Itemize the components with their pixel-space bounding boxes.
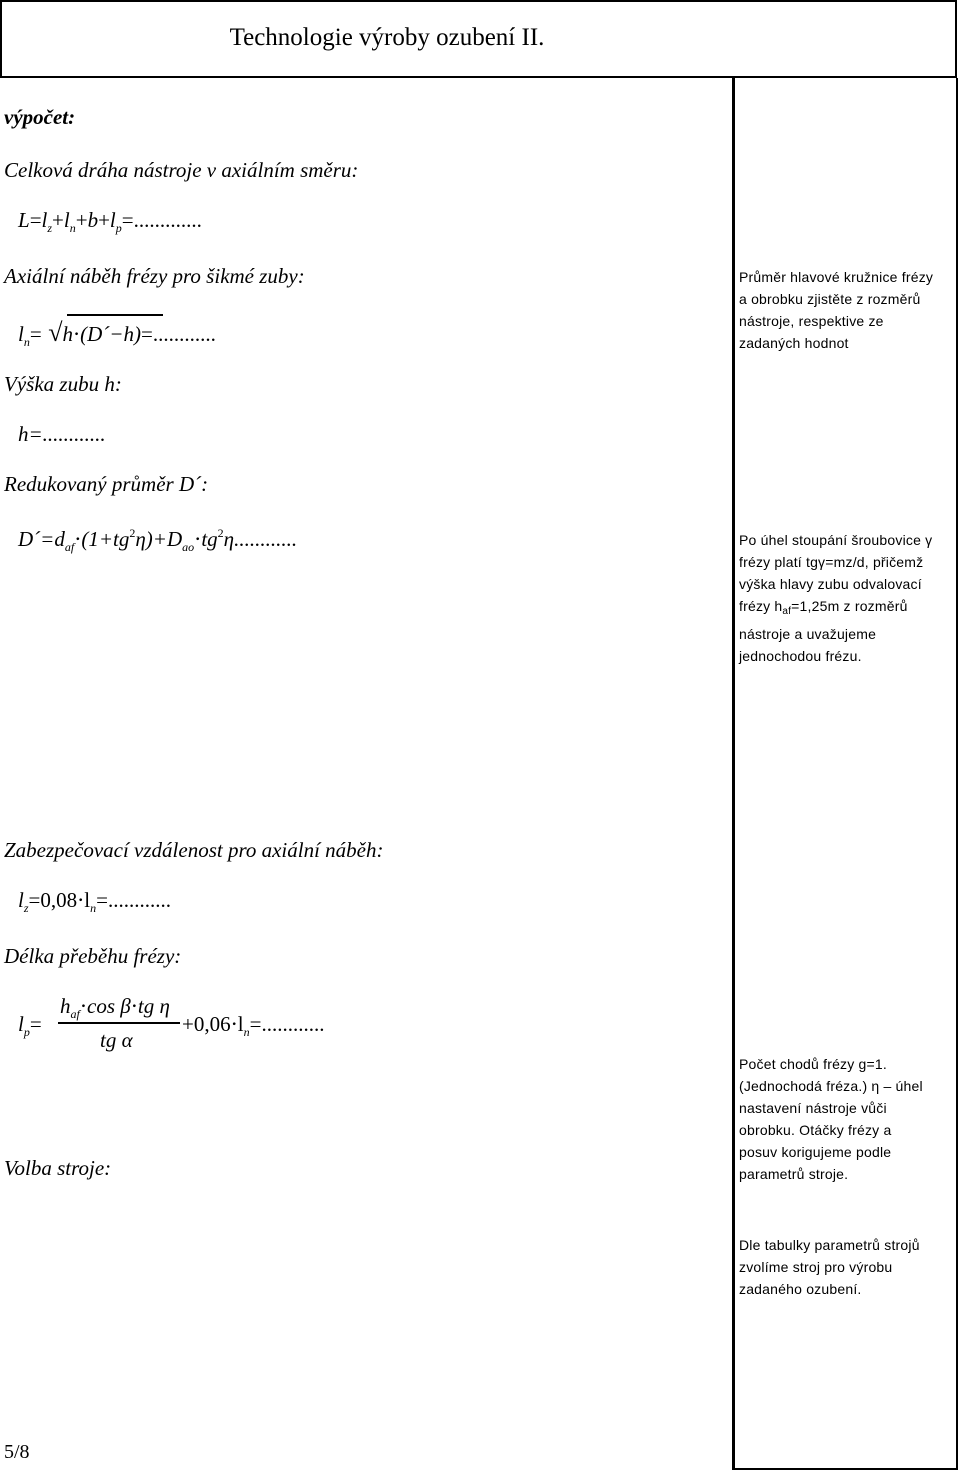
axial-approach-label: Axiální náběh frézy pro šikmé zuby: (4, 264, 305, 288)
total-path-label: Celková dráha nástroje v axiálním směru: (4, 158, 359, 182)
reduced-diameter-formula: $D´=d_{af}\cdot(1+tg^2\eta)+D_{ao}\cdot tg^2\eta$............ (18, 526, 298, 554)
safety-distance-formula: $l_z=0,08\cdot l_n=$............ (18, 888, 171, 915)
note-diameter: Průměr hlavové kružnice frézy a obrobku zjistěte z rozměrů nástroje, respektive ze zadaných hodnot (739, 269, 934, 351)
overrun-denominator: tg α (100, 1028, 133, 1052)
overrun-formula-tail: $+0,06\cdot l_n=$............ (182, 1012, 325, 1039)
page-title: Technologie výroby ozubení II. (229, 24, 545, 51)
overrun-formula-left: $l_p=$ (18, 1012, 42, 1039)
page-number: 5/8 (4, 1441, 30, 1463)
sqrt-bar (67, 314, 163, 316)
axial-approach-formula: $l_n=$ √h⋅(D´−h)=............ (18, 318, 216, 349)
fraction-bar (58, 1022, 180, 1024)
tooth-height-label: Výška zubu h: (4, 372, 122, 396)
note-machine: Dle tabulky parametrů strojů zvolíme stroj pro výrobu zadaného ozubení. (739, 1237, 920, 1297)
safety-distance-label: Zabezpečovací vzdálenost pro axiální náběh: (4, 838, 384, 862)
calculation-heading: výpočet: (4, 105, 76, 129)
overrun-numerator: $h_{af}\cdot\cos$ β⋅tg η (60, 994, 170, 1021)
note-starts: Počet chodů frézy g=1. (Jednochodá fréza.) η – úhel nastavení nástroje vůči obrobku. Otáčky frézy a posuv korigujeme podle parametrů stroje. (739, 1056, 923, 1182)
total-path-formula: $L=l_z+l_n+b+l_p=$............. (18, 208, 202, 235)
machine-label: Volba stroje: (4, 1156, 112, 1180)
header-box (0, 0, 957, 78)
note-helix-angle: Po úhel stoupání šroubovice γ frézy platí tgγ=mz/d, přičemž výška hlavy zubu odvalovací frézy $h_{af}=1,25m$ z rozměrů nástroje a uvažujeme jednochodou frézu. (739, 532, 933, 664)
tooth-height-formula: h=............ (18, 422, 106, 446)
reduced-diameter-label: Redukovaný průměr D´: (4, 472, 209, 496)
overrun-label: Délka přeběhu frézy: (4, 944, 182, 968)
